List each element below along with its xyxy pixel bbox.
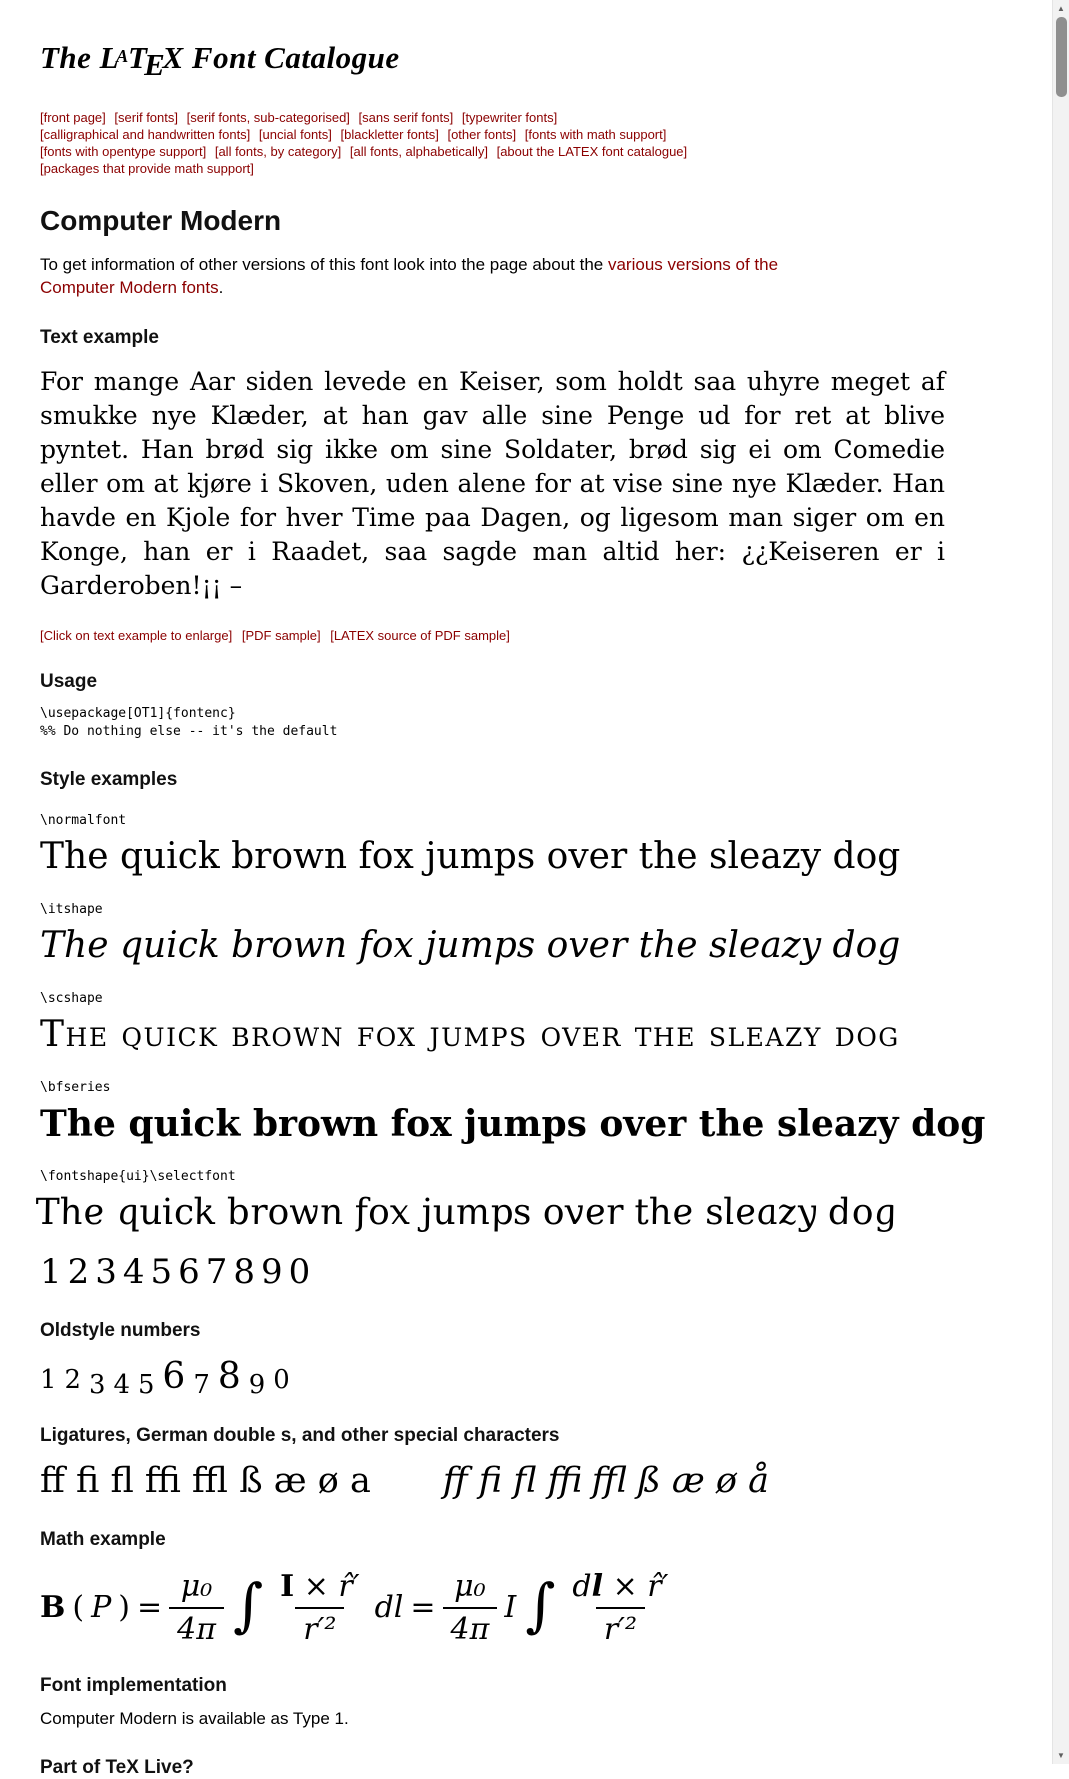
nav-link-typewriter-fonts[interactable]: [typewriter fonts] [461, 109, 558, 125]
oldstyle-numbers-heading: Oldstyle numbers [40, 1319, 201, 1341]
usage-code [40, 705, 999, 741]
nav-line [40, 160, 999, 177]
font-implementation-heading: Font implementation [40, 1674, 227, 1696]
title-text: The L [40, 40, 120, 75]
nav-link-front-page[interactable]: [front page] [40, 109, 106, 125]
title-text: X Font Catalogue [162, 40, 400, 75]
integral-icon: ∫ [232, 1570, 264, 1639]
math-var-I: I [504, 1590, 517, 1625]
style-sample-fontshape-ui [32, 1190, 999, 1236]
upright-italic-text: The quick brown fox jumps over the sleazy dog [32, 1191, 900, 1233]
math-fraction-I-cross-r [272, 1569, 367, 1647]
nav-line [40, 143, 999, 160]
ligatures-heading: Ligatures, German double s, and other special characters [40, 1424, 560, 1446]
math-vector-I: I [280, 1568, 295, 1604]
ligatures-italic: ﬀ ﬁ ﬂ ﬃ ﬄ ß æ ø å [442, 1460, 769, 1501]
ligatures-sample [40, 1461, 999, 1501]
style-command-normalfont: \normalfont [40, 812, 127, 828]
style-sample-digits: 1234567890 [40, 1251, 317, 1292]
nav-link-calligraphical-handwritten-fonts[interactable]: [calligraphical and handwritten fonts] [40, 126, 251, 142]
sample-links [40, 628, 999, 643]
math-paren: ( [72, 1590, 85, 1625]
math-cross-rhat: × r̂′ [603, 1568, 669, 1604]
nav-link-fonts-with-opentype-support[interactable]: [fonts with opentype support] [40, 143, 207, 159]
latex-source-link[interactable]: [LATEX source of PDF sample] [330, 627, 510, 643]
style-command-itshape: \itshape [40, 901, 103, 917]
style-sample-itshape: The quick brown fox jumps over the sleazy dog [40, 924, 901, 966]
usage-heading: Usage [40, 670, 98, 692]
math-denominator: r′² [295, 1607, 344, 1647]
math-numerator: μ₀ [180, 1568, 213, 1604]
nav-link-uncial-fonts[interactable]: [uncial fonts] [258, 126, 332, 142]
math-paren: ) [118, 1590, 130, 1625]
text-example[interactable]: For mange Aar siden levede en Keiser, som holdt saa uhyre meget af smukke nye Klæder, at han gav alle sine Penge ud for ret at blive pyntet. Han brød sig ikke om sine Soldater, brød sig ei om Comedie eller om at kjøre i Skoven, uden alene for at vise sine nye Klæder. Han havde en Kjole for hver Time paa Dagen, og ligesom man siger om en Konge, han er i Raadet, saa sagde man altid her: ¿¿Keiseren er i Garderoben!¡¡ – [40, 366, 945, 600]
nav-link-all-fonts-by-category[interactable]: [all fonts, by category] [214, 143, 342, 159]
implementation-note: Computer Modern is available as Type 1. [40, 1708, 349, 1728]
ligatures-upright: ﬀ ﬁ ﬂ ﬃ ﬄ ß æ ø a [40, 1460, 371, 1501]
math-numerator [272, 1569, 367, 1607]
math-vector-B: B [40, 1590, 66, 1625]
math-var-P: P [91, 1590, 112, 1625]
nav-link-other-fonts[interactable]: [other fonts] [447, 126, 517, 142]
text-example-heading: Text example [40, 326, 159, 348]
math-d: d [572, 1568, 592, 1604]
font-name-heading: Computer Modern [40, 204, 282, 236]
nav-link-serif-fonts[interactable]: [serif fonts] [114, 109, 178, 125]
nav-link-blackletter-fonts[interactable]: [blackletter fonts] [340, 126, 439, 142]
scroll-down-icon[interactable]: ▼ [1057, 1751, 1065, 1760]
math-fraction-mu [169, 1569, 224, 1647]
nav-link-serif-fonts-sub-categorised[interactable]: [serif fonts, sub-categorised] [186, 109, 350, 125]
math-denominator: 4π [169, 1607, 224, 1647]
nav-link-fonts-with-math-support[interactable]: [fonts with math support] [524, 126, 667, 142]
nav-link-packages-math-support[interactable]: [packages that provide math support] [40, 160, 254, 176]
style-sample-bfseries: The quick brown fox jumps over the sleazy dog [40, 1102, 986, 1145]
style-command-bfseries: \bfseries [40, 1079, 111, 1095]
scrollbar-thumb[interactable] [1056, 17, 1067, 97]
oldstyle-digits: 1234567890 [40, 1355, 298, 1401]
math-equals: = [136, 1590, 163, 1625]
latex-logo-a: A [116, 45, 129, 66]
texlive-heading: Part of TeX Live? [40, 1756, 194, 1778]
scroll-up-icon[interactable]: ▲ [1057, 4, 1065, 13]
math-vector-l: l [591, 1568, 604, 1604]
usage-code-line: %% Do nothing else -- it's the default [40, 723, 338, 739]
nav-line [40, 126, 999, 143]
integral-icon: ∫ [525, 1570, 556, 1639]
math-numerator [564, 1569, 676, 1607]
nav-link-about-catalogue[interactable]: [about the LATEX font catalogue] [496, 143, 688, 159]
style-command-scshape: \scshape [40, 990, 103, 1006]
math-fraction-mu-2 [443, 1569, 498, 1647]
title-text: T [128, 40, 148, 75]
pdf-sample-link[interactable]: [PDF sample] [241, 627, 321, 643]
page-title [40, 40, 999, 83]
math-denominator: r′² [596, 1607, 645, 1647]
math-dl: dl [374, 1590, 404, 1625]
nav-link-sans-serif-fonts[interactable]: [sans serif fonts] [358, 109, 454, 125]
math-denominator: 4π [443, 1607, 498, 1647]
math-fraction-dl-cross-r [564, 1569, 676, 1647]
intro-text: To get information of other versions of this font look into the page about the [40, 254, 608, 274]
various-versions-link[interactable]: various versions of the Computer Modern fonts [40, 254, 779, 297]
style-sample-normalfont: The quick brown fox jumps over the sleazy dog [40, 835, 901, 877]
math-example-heading: Math example [40, 1528, 166, 1550]
scrollbar[interactable] [1052, 0, 1069, 1764]
math-formula [40, 1569, 999, 1647]
math-numerator: μ₀ [454, 1568, 486, 1604]
site-navigation [40, 109, 999, 177]
enlarge-text-example-link[interactable]: [Click on text example to enlarge] [40, 627, 233, 643]
style-command-fontshape-ui: \fontshape{ui}\selectfont [40, 1168, 236, 1184]
math-equals: = [410, 1590, 436, 1625]
nav-line [40, 109, 999, 126]
intro-paragraph [40, 253, 810, 299]
usage-code-line: \usepackage[OT1]{fontenc} [40, 705, 236, 721]
style-sample-scshape: The quick brown fox jumps over the sleazy dog [40, 1013, 900, 1055]
nav-link-all-fonts-alphabetically[interactable]: [all fonts, alphabetically] [349, 143, 488, 159]
math-cross-rhat: × r̂′ [294, 1568, 360, 1604]
latex-logo-e: E [144, 46, 166, 82]
intro-text: . [218, 277, 224, 297]
style-examples-heading: Style examples [40, 768, 178, 790]
